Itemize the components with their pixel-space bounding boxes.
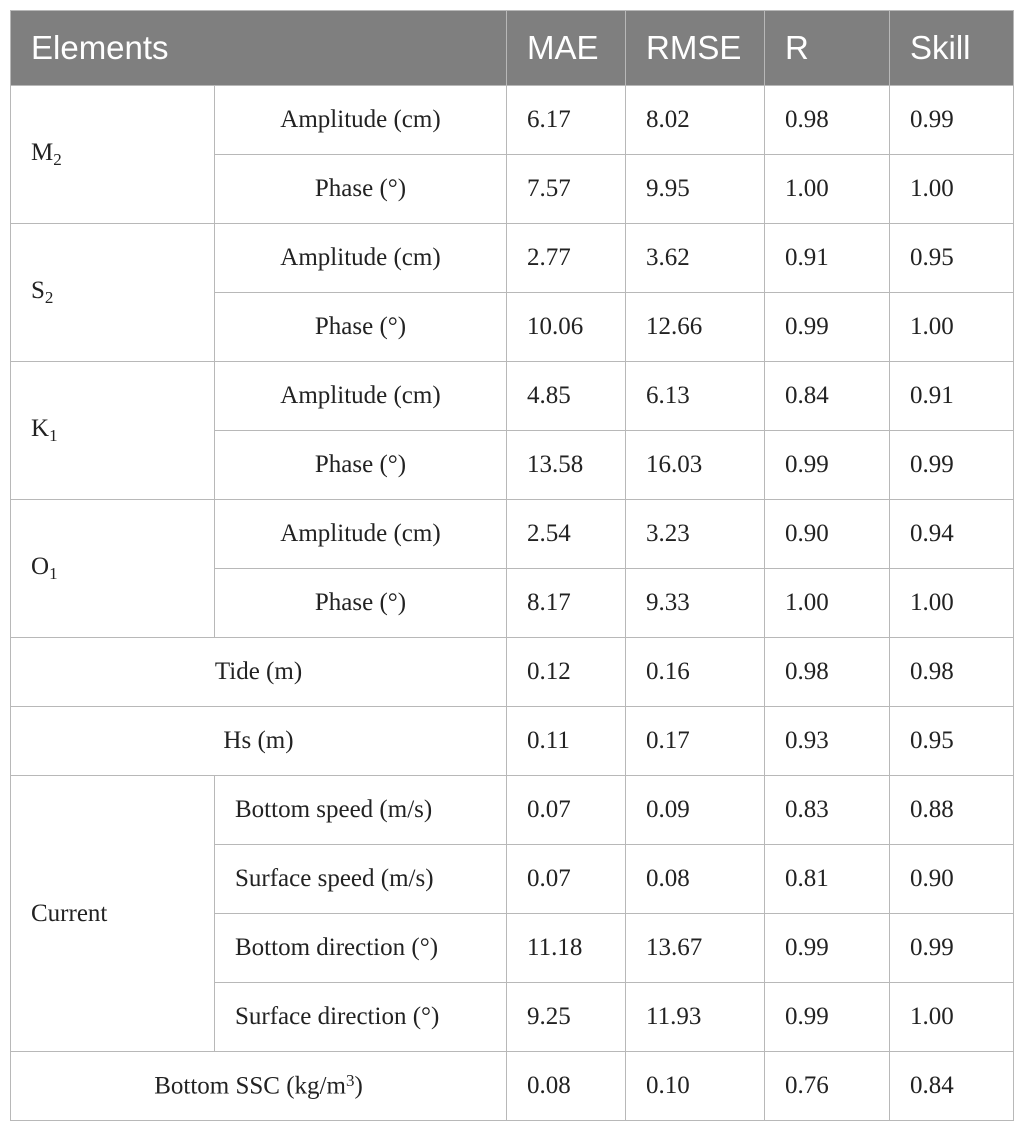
group-o1: $O_1$ — [11, 500, 215, 638]
cell-rmse: 13.67 — [626, 914, 765, 983]
cell-skill: 0.91 — [890, 362, 1014, 431]
cell-mae: 11.18 — [507, 914, 626, 983]
header-skill: Skill — [890, 11, 1014, 86]
table-row — [11, 86, 1014, 155]
table-row — [11, 1052, 1014, 1121]
cell-r: 0.99 — [765, 983, 890, 1052]
cell-rmse: 8.02 — [626, 86, 765, 155]
table-row — [11, 500, 1014, 569]
cell-skill: 0.95 — [890, 224, 1014, 293]
cell-mae: 7.57 — [507, 155, 626, 224]
cell-skill: 0.94 — [890, 500, 1014, 569]
cell-mae: 9.25 — [507, 983, 626, 1052]
cell-rmse: 0.10 — [626, 1052, 765, 1121]
table-row — [11, 707, 1014, 776]
header-mae: MAE — [507, 11, 626, 86]
cell-skill: 1.00 — [890, 155, 1014, 224]
group-m2: $M_2$ — [11, 86, 215, 224]
cell-mae: 4.85 — [507, 362, 626, 431]
row-label: Bottom speed (m/s) — [215, 776, 507, 845]
cell-mae: 13.58 — [507, 431, 626, 500]
header-elements: Elements — [11, 11, 507, 86]
cell-skill: 0.90 — [890, 845, 1014, 914]
cell-mae: 0.11 — [507, 707, 626, 776]
cell-rmse: 0.16 — [626, 638, 765, 707]
row-label-hs: Hs (m) — [11, 707, 507, 776]
cell-r: 0.99 — [765, 431, 890, 500]
cell-skill: 0.99 — [890, 431, 1014, 500]
header-r: R — [765, 11, 890, 86]
table-row — [11, 362, 1014, 431]
cell-mae: 0.07 — [507, 845, 626, 914]
cell-r: 0.81 — [765, 845, 890, 914]
cell-skill: 1.00 — [890, 569, 1014, 638]
cell-mae: 0.12 — [507, 638, 626, 707]
row-label-bottom-ssc: Bottom SSC $(kg/m^3)$ — [11, 1052, 507, 1121]
row-label: Phase (°) — [215, 569, 507, 638]
cell-rmse: 3.23 — [626, 500, 765, 569]
header-row — [11, 11, 1014, 86]
cell-rmse: 0.08 — [626, 845, 765, 914]
row-label: Amplitude (cm) — [215, 224, 507, 293]
cell-r: 0.99 — [765, 293, 890, 362]
cell-r: 0.98 — [765, 86, 890, 155]
group-s2: $S_2$ — [11, 224, 215, 362]
table-row — [11, 638, 1014, 707]
cell-r: 0.91 — [765, 224, 890, 293]
row-label-tide: Tide (m) — [11, 638, 507, 707]
cell-rmse: 11.93 — [626, 983, 765, 1052]
cell-mae: 0.07 — [507, 776, 626, 845]
cell-r: 0.93 — [765, 707, 890, 776]
cell-r: 0.83 — [765, 776, 890, 845]
cell-skill: 1.00 — [890, 293, 1014, 362]
cell-rmse: 12.66 — [626, 293, 765, 362]
cell-rmse: 0.09 — [626, 776, 765, 845]
cell-rmse: 0.17 — [626, 707, 765, 776]
cell-rmse: 3.62 — [626, 224, 765, 293]
row-label: Phase (°) — [215, 293, 507, 362]
cell-skill: 0.95 — [890, 707, 1014, 776]
metrics-table — [10, 10, 1014, 1121]
row-label: Phase (°) — [215, 431, 507, 500]
row-label: Amplitude (cm) — [215, 362, 507, 431]
cell-rmse: 6.13 — [626, 362, 765, 431]
cell-skill: 0.88 — [890, 776, 1014, 845]
table-row — [11, 224, 1014, 293]
cell-rmse: 16.03 — [626, 431, 765, 500]
cell-r: 0.84 — [765, 362, 890, 431]
cell-mae: 6.17 — [507, 86, 626, 155]
cell-r: 0.76 — [765, 1052, 890, 1121]
cell-skill: 0.98 — [890, 638, 1014, 707]
cell-skill: 1.00 — [890, 983, 1014, 1052]
cell-skill: 0.99 — [890, 86, 1014, 155]
row-label: Surface direction (°) — [215, 983, 507, 1052]
cell-mae: 2.77 — [507, 224, 626, 293]
row-label: Amplitude (cm) — [215, 86, 507, 155]
row-label: Amplitude (cm) — [215, 500, 507, 569]
cell-skill: 0.84 — [890, 1052, 1014, 1121]
cell-rmse: 9.33 — [626, 569, 765, 638]
cell-mae: 10.06 — [507, 293, 626, 362]
row-label: Surface speed (m/s) — [215, 845, 507, 914]
cell-mae: 8.17 — [507, 569, 626, 638]
cell-mae: 0.08 — [507, 1052, 626, 1121]
cell-r: 1.00 — [765, 569, 890, 638]
cell-r: 1.00 — [765, 155, 890, 224]
cell-r: 0.99 — [765, 914, 890, 983]
cell-r: 0.98 — [765, 638, 890, 707]
table-row — [11, 776, 1014, 845]
cell-mae: 2.54 — [507, 500, 626, 569]
row-label: Phase (°) — [215, 155, 507, 224]
group-current: Current — [11, 776, 215, 1052]
group-k1: $K_1$ — [11, 362, 215, 500]
cell-r: 0.90 — [765, 500, 890, 569]
cell-skill: 0.99 — [890, 914, 1014, 983]
cell-rmse: 9.95 — [626, 155, 765, 224]
header-rmse: RMSE — [626, 11, 765, 86]
row-label: Bottom direction (°) — [215, 914, 507, 983]
